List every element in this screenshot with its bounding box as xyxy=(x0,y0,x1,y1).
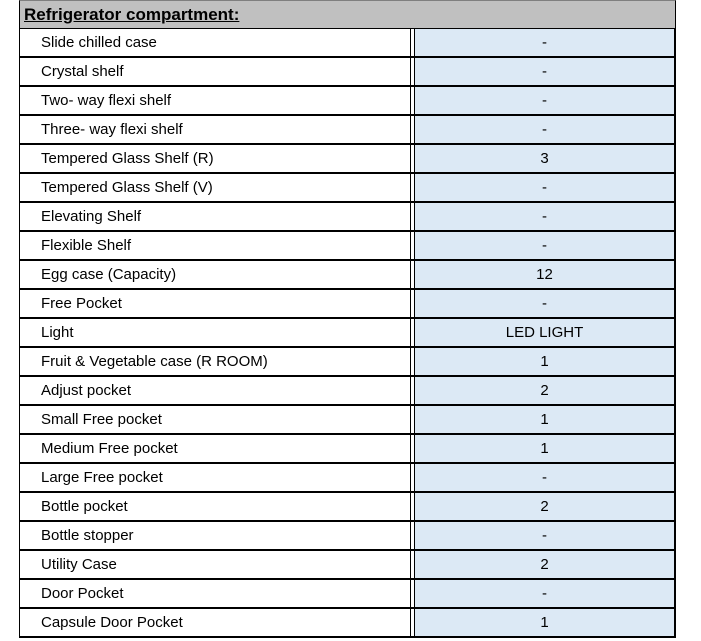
table-row xyxy=(20,58,674,87)
row-label: Three- way flexi shelf xyxy=(20,116,411,143)
row-label: Utility Case xyxy=(20,551,411,578)
row-value: 2 xyxy=(415,377,674,404)
row-value: - xyxy=(415,580,674,607)
row-label: Crystal shelf xyxy=(20,58,411,85)
table-row xyxy=(20,261,674,290)
row-label: Adjust pocket xyxy=(20,377,411,404)
row-label: Tempered Glass Shelf (V) xyxy=(20,174,411,201)
row-value: - xyxy=(415,203,674,230)
table-body xyxy=(19,29,676,638)
table-row xyxy=(20,87,674,116)
table-row xyxy=(20,493,674,522)
row-label: Egg case (Capacity) xyxy=(20,261,411,288)
table-row xyxy=(20,377,674,406)
row-value: - xyxy=(415,522,674,549)
row-label: Slide chilled case xyxy=(20,29,411,56)
row-value: - xyxy=(415,464,674,491)
row-value: 1 xyxy=(415,435,674,462)
row-label: Capsule Door Pocket xyxy=(20,609,411,636)
table-row xyxy=(20,348,674,377)
table-row xyxy=(20,522,674,551)
section-header: Refrigerator compartment: xyxy=(19,0,676,29)
row-value: 2 xyxy=(415,493,674,520)
row-value: - xyxy=(415,29,674,56)
table-row xyxy=(20,203,674,232)
row-label: Light xyxy=(20,319,411,346)
row-value: 12 xyxy=(415,261,674,288)
table-row xyxy=(20,319,674,348)
row-value: LED LIGHT xyxy=(415,319,674,346)
row-label: Two- way flexi shelf xyxy=(20,87,411,114)
row-value: 2 xyxy=(415,551,674,578)
row-label: Elevating Shelf xyxy=(20,203,411,230)
table-row xyxy=(20,435,674,464)
row-label: Bottle pocket xyxy=(20,493,411,520)
row-label: Tempered Glass Shelf (R) xyxy=(20,145,411,172)
row-label: Bottle stopper xyxy=(20,522,411,549)
table-row xyxy=(20,290,674,319)
table-row xyxy=(20,551,674,580)
row-value: - xyxy=(415,58,674,85)
row-value: - xyxy=(415,174,674,201)
row-value: 3 xyxy=(415,145,674,172)
row-value: 1 xyxy=(415,406,674,433)
table-row xyxy=(20,464,674,493)
spec-table xyxy=(19,0,676,638)
row-label: Free Pocket xyxy=(20,290,411,317)
row-label: Small Free pocket xyxy=(20,406,411,433)
table-row xyxy=(20,406,674,435)
table-row xyxy=(20,232,674,261)
row-label: Flexible Shelf xyxy=(20,232,411,259)
table-row xyxy=(20,609,674,638)
table-row xyxy=(20,29,674,58)
row-value: - xyxy=(415,290,674,317)
table-row xyxy=(20,174,674,203)
row-label: Door Pocket xyxy=(20,580,411,607)
row-value: 1 xyxy=(415,348,674,375)
table-row xyxy=(20,580,674,609)
row-value: - xyxy=(415,116,674,143)
row-value: - xyxy=(415,232,674,259)
row-label: Medium Free pocket xyxy=(20,435,411,462)
row-value: 1 xyxy=(415,609,674,636)
row-value: - xyxy=(415,87,674,114)
row-label: Large Free pocket xyxy=(20,464,411,491)
table-row xyxy=(20,116,674,145)
row-label: Fruit & Vegetable case (R ROOM) xyxy=(20,348,411,375)
table-row xyxy=(20,145,674,174)
